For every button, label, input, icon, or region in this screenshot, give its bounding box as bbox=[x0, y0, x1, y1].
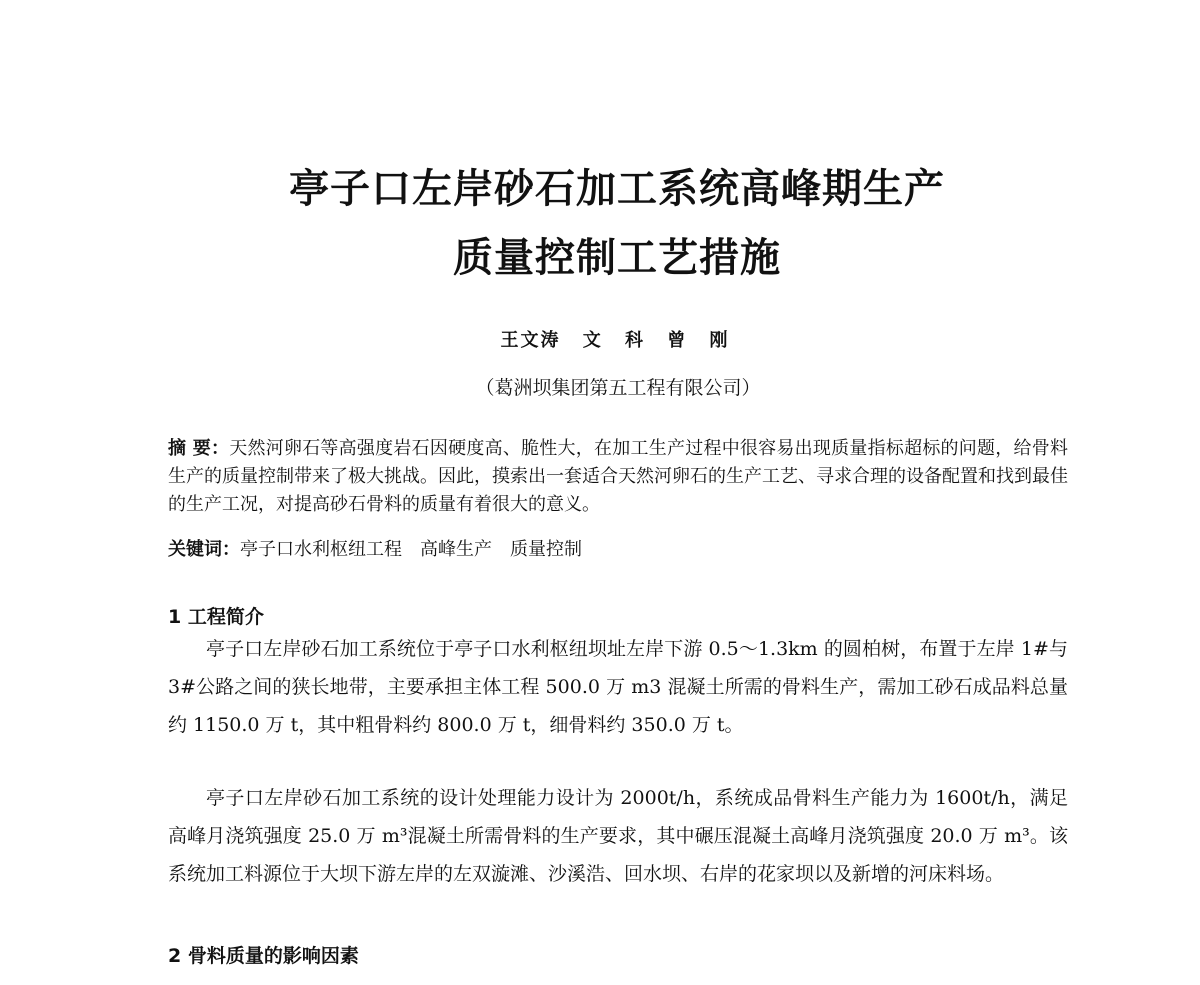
authors: 王文涛 文 科 曾 刚 bbox=[500, 330, 730, 351]
body-paragraph-1: 亭子口左岸砂石加工系统位于亭子口水利枢纽坝址左岸下游 0.5～1.3km 的圆柏树，布置于左岸 1#与 3#公路之间的狭长地带，主要承担主体工程 500.0 万 m3 混凝土所需的骨料生产，需加工砂石成品料总量约 1150.0 万 t，其中粗骨料约 800.0 万 t，细骨料约 350.0 万 t。 bbox=[168, 638, 1068, 736]
affiliation: （葛洲坝集团第五工程有限公司） bbox=[475, 377, 761, 399]
keywords bbox=[168, 536, 1068, 564]
paper-title-line-1: 亭子口左岸砂石加工系统高峰期生产 bbox=[289, 165, 945, 212]
keyword: 质量控制 bbox=[510, 539, 582, 560]
section-heading-2: 2 骨料质量的影响因素 bbox=[168, 945, 359, 967]
paper-title-line-2: 质量控制工艺措施 bbox=[453, 234, 781, 281]
abstract-label: 摘 要： bbox=[168, 438, 230, 459]
section-heading-1: 1 工程简介 bbox=[168, 606, 264, 628]
keyword: 亭子口水利枢纽工程 bbox=[240, 539, 402, 560]
keyword: 高峰生产 bbox=[420, 539, 492, 560]
abstract-text: 天然河卵石等高强度岩石因硬度高、脆性大，在加工生产过程中很容易出现质量指标超标的问题，给骨料生产的质量控制带来了极大挑战。因此，摸索出一套适合天然河卵石的生产工艺、寻求合理的设备配置和找到最佳的生产工况，对提高砂石骨料的质量有着很大的意义。 bbox=[168, 438, 1068, 515]
abstract bbox=[168, 435, 1068, 519]
body-paragraph-2: 亭子口左岸砂石加工系统的设计处理能力设计为 2000t/h，系统成品骨料生产能力为 1600t/h，满足高峰月浇筑强度 25.0 万 m³混凝土所需骨料的生产要求，其中碾压混凝土高峰月浇筑强度 20.0 万 m³。该系统加工料源位于大坝下游左岸的左双漩滩、沙溪浩、回水坝、右岸的花家坝以及新增的河床料场。 bbox=[168, 787, 1068, 885]
keywords-label: 关键词： bbox=[168, 539, 240, 560]
